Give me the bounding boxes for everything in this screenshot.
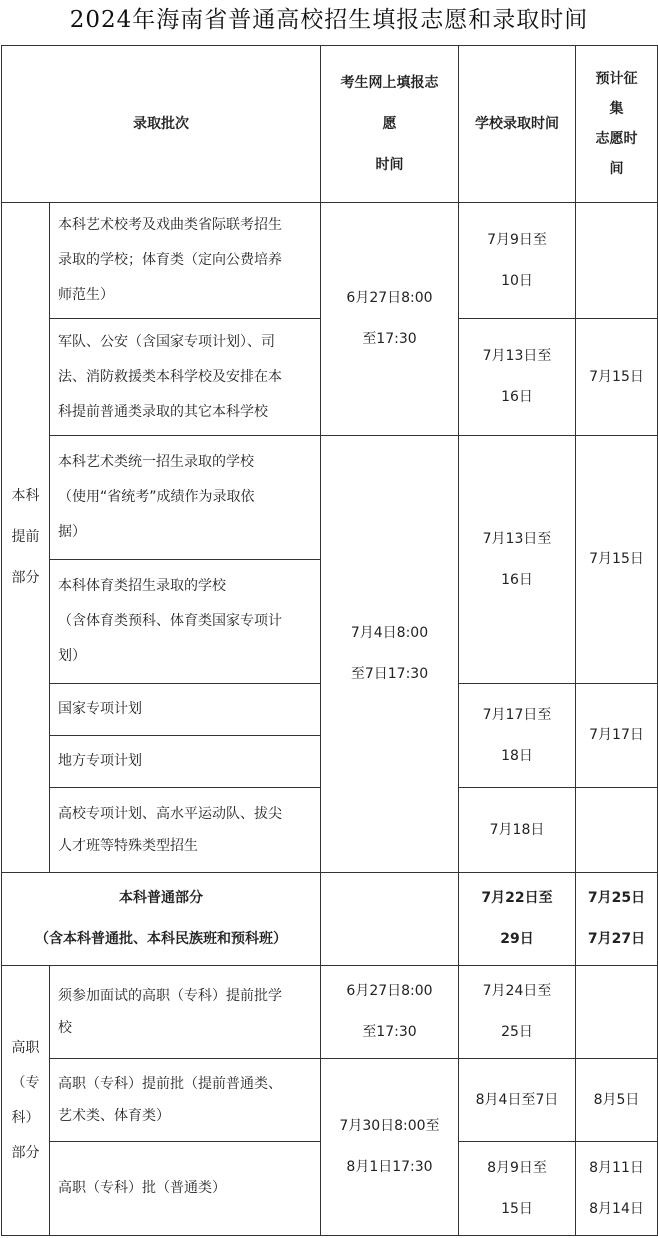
group-gz-line4: 部分	[11, 1144, 40, 1161]
batch-line: 科提前普通类录取的其它本科学校	[58, 403, 268, 420]
header-fill-line3: 时间	[375, 156, 404, 173]
batch-line: 本科普通部分	[119, 890, 203, 906]
header-fill-line2: 愿	[382, 115, 397, 132]
admit-time-cell	[459, 319, 576, 436]
fill-time-line: 7月4日8:00	[350, 625, 429, 641]
admit-time-cell	[459, 1142, 576, 1236]
group-bk-line1: 本科	[11, 488, 40, 504]
fill-time-cell	[321, 873, 459, 966]
admit-line: 7月22日至	[481, 890, 553, 906]
batch-line: 师范生）	[58, 287, 114, 303]
admission-schedule-table	[1, 45, 658, 1236]
group-label-bk-tiqian	[2, 203, 50, 873]
batch-line: 录取的学校；体育类（定向公费培养	[58, 252, 282, 268]
group-gz-line3: 科）	[11, 1109, 40, 1126]
admit-line: 16日	[501, 571, 533, 588]
batch-cell: 国家专项计划	[50, 684, 321, 736]
batch-cell	[50, 319, 321, 436]
header-fill-line1: 考生网上填报志	[340, 74, 439, 91]
table-row	[2, 873, 658, 966]
batch-line: （使用“省统考”成绩作为录取依	[58, 489, 255, 505]
admit-time-cell	[459, 873, 576, 966]
batch-cell	[50, 966, 321, 1059]
zhengji-time-cell	[576, 1142, 658, 1236]
batch-cell	[50, 1059, 321, 1142]
zhengji-time-cell	[576, 203, 658, 319]
zhengji-time-cell: 7月15日	[576, 319, 658, 436]
batch-line: 本科艺术类统一招生录取的学校	[58, 454, 254, 470]
batch-line: 人才班等特殊类型招生	[58, 838, 198, 854]
group-bk-line3: 部分	[11, 570, 40, 586]
fill-time-line: 8月1日17:30	[346, 1159, 433, 1175]
batch-cell: 地方专项计划	[50, 736, 321, 788]
group-gz-line2: （专	[11, 1074, 40, 1091]
admit-line: 7月9日至	[487, 231, 547, 248]
header-admit-time: 学校录取时间	[459, 46, 576, 203]
table-row	[2, 203, 658, 319]
header-fill-time	[321, 46, 459, 203]
zhengji-time-cell: 7月17日	[576, 684, 658, 788]
batch-line: 本科体育类招生录取的学校	[58, 578, 226, 594]
fill-time-line: 至17:30	[362, 1024, 417, 1040]
fill-time-line: 6月27日8:00	[346, 290, 433, 306]
group-bk-line2: 提前	[11, 529, 40, 545]
batch-line: 高校专项计划、高水平运动队、拔尖	[58, 806, 282, 822]
admit-line: 16日	[501, 389, 533, 405]
admit-line: 18日	[501, 747, 533, 764]
admit-time-cell	[459, 684, 576, 788]
admit-line: 7月17日至	[482, 706, 552, 723]
table-row	[2, 966, 658, 1059]
batch-cell	[50, 203, 321, 319]
fill-time-cell	[321, 436, 459, 873]
batch-line: 军队、公安（含国家专项计划）、司	[58, 333, 275, 350]
batch-cell	[50, 560, 321, 684]
batch-line: 须参加面试的高职（专科）提前批学	[58, 988, 282, 1004]
batch-line: 据）	[58, 524, 86, 540]
table-header-row	[2, 46, 658, 203]
batch-line: （含体育类预科、体育类国家专项计	[58, 613, 282, 629]
fill-time-line: 7月30日8:00至	[339, 1118, 440, 1134]
header-batch: 录取批次	[2, 46, 321, 203]
header-zhengji-time	[576, 46, 658, 203]
header-zhengji-line1: 预计征	[595, 71, 638, 87]
admit-line: 8月9日至	[487, 1159, 547, 1176]
batch-cell: 高职（专科）批（普通类）	[50, 1142, 321, 1236]
batch-line: 划）	[58, 648, 86, 664]
batch-cell	[50, 788, 321, 873]
table-row	[2, 1059, 658, 1142]
group-label-gz	[2, 966, 50, 1236]
batch-line: 本科艺术校考及戏曲类省际联考招生	[58, 217, 282, 233]
batch-cell-bk-putong	[2, 873, 321, 966]
admit-line: 7月13日至	[482, 348, 552, 364]
admit-time-cell	[459, 436, 576, 684]
batch-cell	[50, 436, 321, 560]
fill-time-cell	[321, 203, 459, 436]
admit-time-cell: 8月4日至7日	[459, 1059, 576, 1142]
zhengji-time-cell	[576, 966, 658, 1059]
header-zhengji-line4: 间	[609, 161, 624, 177]
admit-line: 25日	[501, 1024, 533, 1040]
zhengji-line: 7月25日	[587, 890, 646, 906]
zhengji-time-cell: 8月5日	[576, 1059, 658, 1142]
zhengji-time-cell: 7月15日	[576, 436, 658, 684]
page-title: 2024年海南省普通高校招生填报志愿和录取时间	[69, 7, 589, 33]
fill-time-line: 6月27日8:00	[346, 983, 433, 999]
zhengji-line: 8月14日	[589, 1200, 644, 1217]
fill-time-line: 至7日17:30	[350, 666, 429, 682]
fill-time-line: 至17:30	[362, 331, 417, 347]
zhengji-time-cell	[576, 788, 658, 873]
admit-time-cell	[459, 966, 576, 1059]
header-zhengji-line3: 志愿时	[595, 131, 638, 147]
admit-time-cell	[459, 203, 576, 319]
admit-time-cell: 7月18日	[459, 788, 576, 873]
zhengji-line: 7月27日	[587, 931, 646, 947]
admit-line: 15日	[501, 1200, 533, 1217]
admit-line: 10日	[501, 272, 533, 289]
admit-line: 7月24日至	[482, 983, 552, 999]
batch-line: 艺术类、体育类）	[58, 1108, 170, 1124]
batch-line: 高职（专科）提前批（提前普通类、	[58, 1076, 282, 1092]
batch-line: 校	[58, 1020, 72, 1036]
group-gz-line1: 高职	[11, 1039, 40, 1056]
admit-line: 7月13日至	[482, 530, 552, 547]
fill-time-cell	[321, 1059, 459, 1236]
table-row	[2, 436, 658, 560]
batch-line: （含本科普通批、本科民族班和预科班）	[35, 931, 287, 947]
admit-line: 29日	[500, 931, 534, 947]
batch-line: 法、消防救援类本科学校及安排在本	[58, 368, 282, 385]
fill-time-cell	[321, 966, 459, 1059]
zhengji-time-cell	[576, 873, 658, 966]
header-zhengji-line2: 集	[609, 101, 624, 117]
zhengji-line: 8月11日	[589, 1159, 644, 1176]
